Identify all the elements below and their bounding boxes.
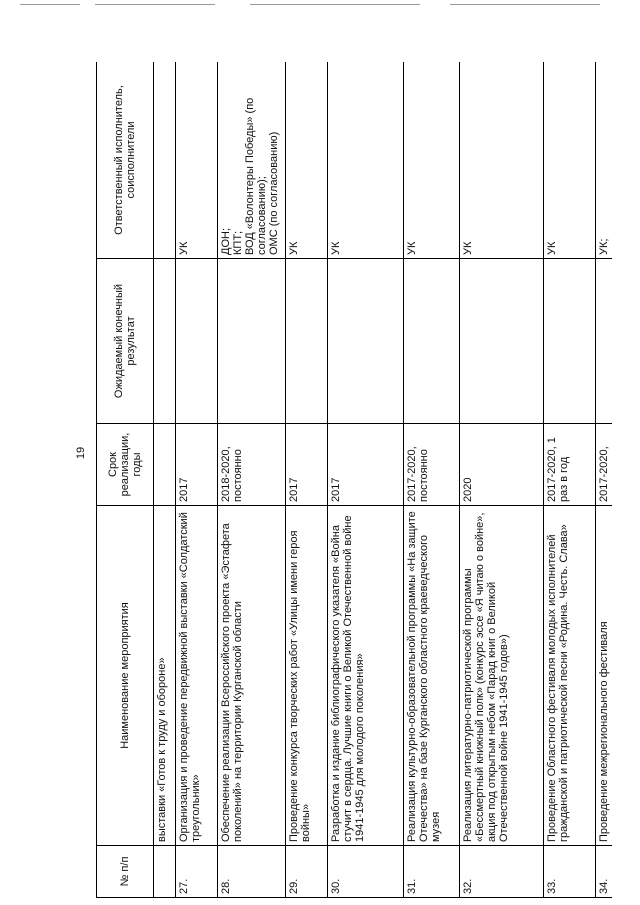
executor-entry: УК; <box>598 238 610 255</box>
header-executor: Ответственный исполнитель, соисполнители <box>97 62 154 259</box>
executor-cell <box>176 62 218 259</box>
row-number: 30. <box>328 846 404 898</box>
executor-entry: ВОД «Волонтеры Победы» (по согласованию); <box>244 97 268 255</box>
event-name: Проведение Областного фестиваля молодых исполнителей гражданской и патриотической песни «Родина. Честь. Слава» <box>544 506 596 846</box>
expected-result <box>154 259 176 424</box>
executor-entry: УК <box>406 241 418 255</box>
table-body <box>154 62 613 898</box>
header-result: Ожидаемый конечный результат <box>97 259 154 424</box>
header-num: № п/п <box>97 846 154 898</box>
scan-edge-line <box>20 4 80 5</box>
event-name: Реализация литературно-патриотической программы «Бессмертный книжный полк» (конкурс эссе «Я читаю о войне», акция под открытым небом «Парад книг о Великой Отечественной войне 1941-1945 годов») <box>460 506 544 846</box>
executor-entry: УК <box>288 241 300 255</box>
expected-result <box>286 259 328 424</box>
row-number: 32. <box>460 846 544 898</box>
event-term: 2017-2020, 1 раз в год <box>544 424 596 506</box>
scan-edge-line <box>450 4 600 5</box>
event-term: 2020 <box>460 424 544 506</box>
row-number: 28. <box>218 846 286 898</box>
expected-result <box>544 259 596 424</box>
table-row <box>154 62 176 898</box>
event-term: 2018-2020, постоянно <box>218 424 286 506</box>
event-name: Разработка и издание библиографического указателя «Война стучит в сердца. Лучшие книги о Великой Отечественной войне 1941-1945 для молодого поколения» <box>328 506 404 846</box>
executor-cell <box>460 62 544 259</box>
executor-entry: КПТ; <box>232 230 244 255</box>
expected-result <box>218 259 286 424</box>
table-header-row <box>97 62 154 898</box>
expected-result <box>176 259 218 424</box>
event-term: 2017 <box>328 424 404 506</box>
events-table <box>96 62 612 898</box>
row-number: 27. <box>176 846 218 898</box>
event-name: Проведение межрегионального фестиваля <box>596 506 613 846</box>
event-term: 2017-2020, постоянно <box>404 424 460 506</box>
event-name: Реализация культурно-образовательной программы «На защите Отечества» на базе Курганского областного краеведческого музея <box>404 506 460 846</box>
expected-result <box>404 259 460 424</box>
table-row <box>218 62 286 898</box>
event-name: Проведение конкурса творческих работ «Улицы имени героя войны» <box>286 506 328 846</box>
executor-entry: ДОН; <box>220 227 232 255</box>
expected-result <box>596 259 613 424</box>
executor-entry: УК <box>178 241 190 255</box>
table-row <box>404 62 460 898</box>
executor-cell <box>328 62 404 259</box>
expected-result <box>328 259 404 424</box>
executor-entry: ОМС (по согласованию) <box>268 131 280 255</box>
executor-cell <box>286 62 328 259</box>
executor-cell <box>596 62 613 259</box>
table-row <box>596 62 613 898</box>
executor-entry: УК <box>330 241 342 255</box>
event-term: 2017-2020, <box>596 424 613 506</box>
scan-edge-line <box>95 4 215 5</box>
header-name: Наименование мероприятия <box>97 506 154 846</box>
table-row <box>176 62 218 898</box>
event-name: Обеспечение реализации Всероссийского проекта «Эстафета поколений» на территории Курганской области <box>218 506 286 846</box>
header-term: Срок реализации, годы <box>97 424 154 506</box>
table-row <box>460 62 544 898</box>
expected-result <box>460 259 544 424</box>
table-row <box>328 62 404 898</box>
page-number: 19 <box>75 446 87 460</box>
scan-edge-line <box>250 4 420 5</box>
executor-cell <box>544 62 596 259</box>
event-term: 2017 <box>176 424 218 506</box>
table-row <box>286 62 328 898</box>
event-term: 2017 <box>286 424 328 506</box>
row-number: 33. <box>544 846 596 898</box>
executor-cell <box>404 62 460 259</box>
table-container <box>96 62 612 898</box>
executor-cell <box>154 62 176 259</box>
row-number <box>154 846 176 898</box>
row-number: 31. <box>404 846 460 898</box>
executor-entry: УК <box>546 241 558 255</box>
event-name: выставки «Готов к труду и обороне» <box>154 506 176 846</box>
event-name: Организация и проведение передвижной выставки «Солдатский треугольник» <box>176 506 218 846</box>
row-number: 29. <box>286 846 328 898</box>
event-term <box>154 424 176 506</box>
table-row <box>544 62 596 898</box>
executor-cell <box>218 62 286 259</box>
row-number: 34. <box>596 846 613 898</box>
executor-entry: УК <box>462 241 474 255</box>
